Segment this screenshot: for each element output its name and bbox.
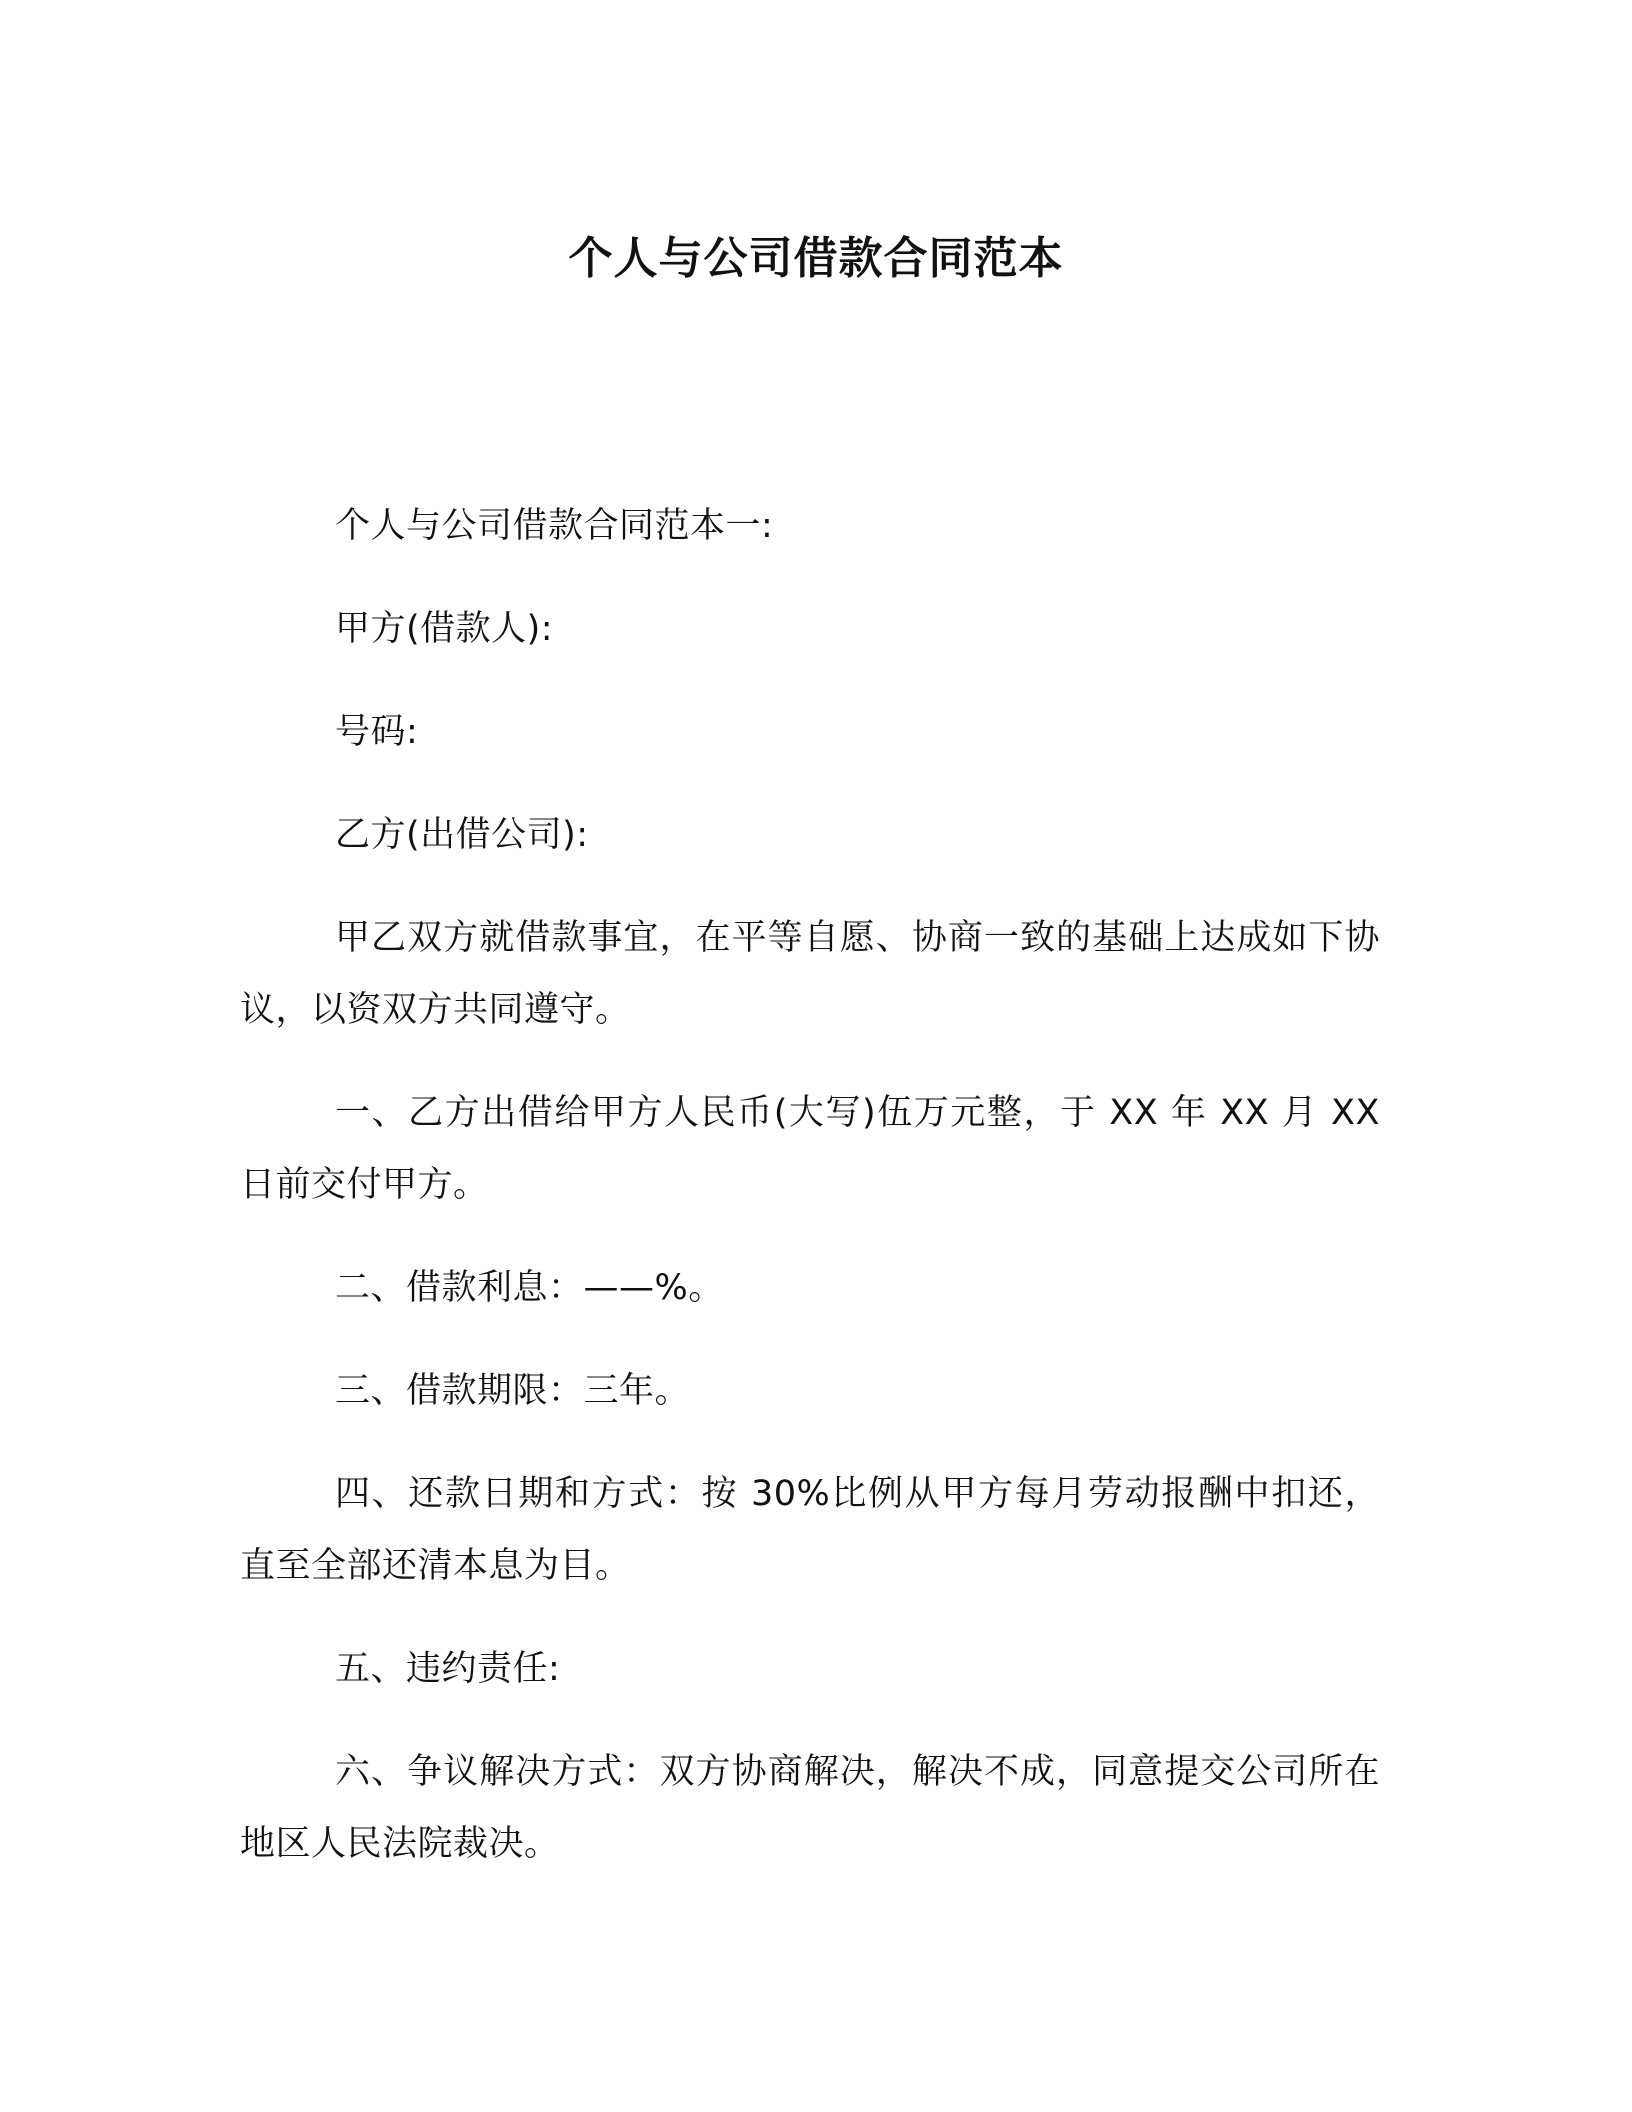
document-body <box>240 490 1380 1880</box>
paragraph-clause-5: 五、违约责任: <box>335 1649 561 1689</box>
paragraph-clause-4: 四、还款日期和方式：按 30%比例从甲方每月劳动报酬中扣还，直至全部还清本息为目。 <box>240 1474 1380 1586</box>
document-title: 个人与公司借款合同范本 <box>568 233 1064 284</box>
paragraph-id-number: 号码: <box>335 712 419 752</box>
paragraph-clause-1: 一、乙方出借给甲方人民币(大写)伍万元整，于 XX 年 XX 月 XX 日前交付甲方。 <box>240 1093 1380 1205</box>
paragraph-party-a: 甲方(借款人): <box>335 609 554 649</box>
paragraph-agreement: 甲乙双方就借款事宜，在平等自愿、协商一致的基础上达成如下协议，以资双方共同遵守。 <box>240 918 1380 1030</box>
paragraph-party-b: 乙方(出借公司): <box>335 815 589 855</box>
paragraph-clause-3: 三、借款期限：三年。 <box>335 1371 691 1411</box>
paragraph-clause-6: 六、争议解决方式：双方协商解决，解决不成，同意提交公司所在地区人民法院裁决。 <box>240 1752 1380 1864</box>
paragraph-heading: 个人与公司借款合同范本一: <box>335 506 774 546</box>
paragraph-clause-2: 二、借款利息：——%。 <box>335 1268 724 1308</box>
